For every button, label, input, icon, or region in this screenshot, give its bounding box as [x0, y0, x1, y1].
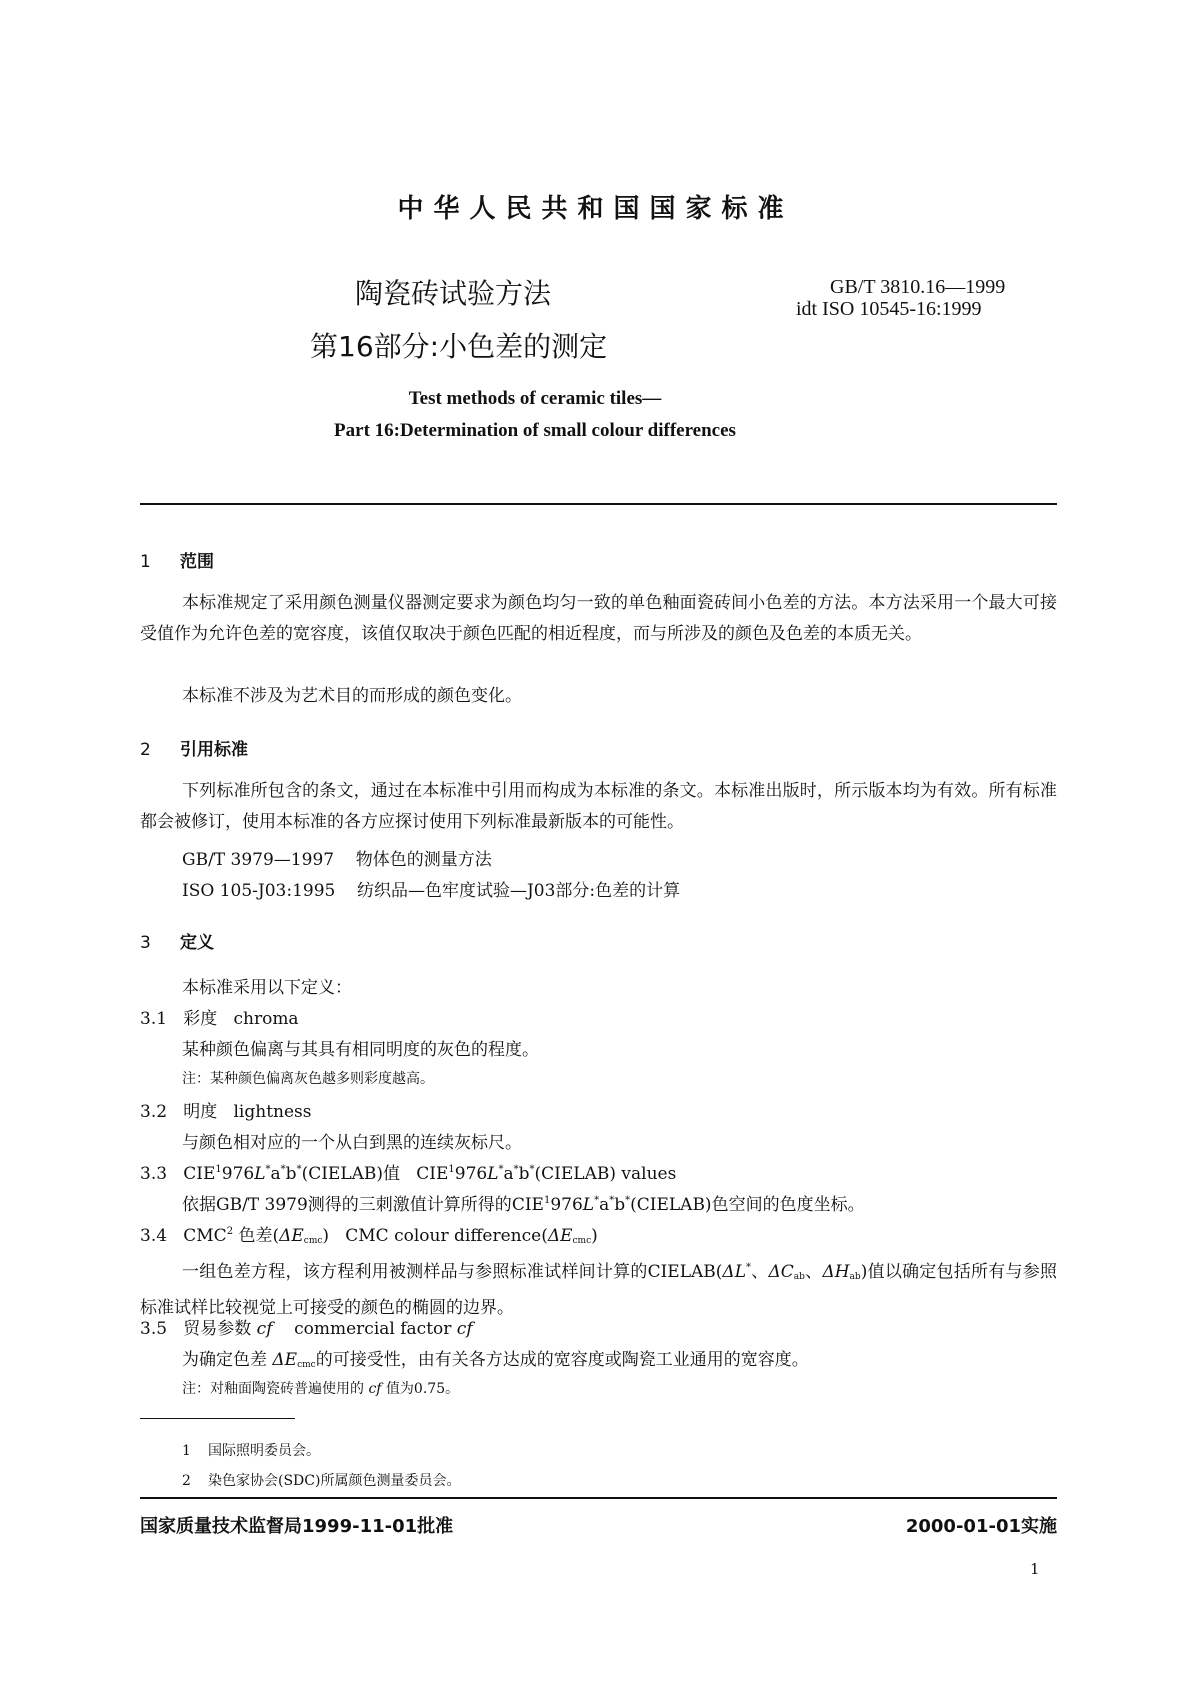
definitions-intro: 本标准采用以下定义： [182, 978, 352, 998]
definition-3-4-term: 3.4 CMC$^2$ 色差$(\Delta E_{cmc})$ CMC colour $difference(\Delta E_{cmc})$ [140, 1226, 598, 1246]
reference-title: 物体色的测量方法 [355, 850, 492, 870]
title-cn-line1: 陶瓷砖试验方法 [355, 277, 552, 310]
section-number: 3 [140, 933, 151, 953]
section-title: 范围 [180, 552, 214, 572]
definition-3-5-term: 3.5 贸易参数 cf commercial factor cf [140, 1319, 473, 1339]
definition-number: 3.5 [140, 1319, 168, 1339]
approval-date: 国家质量技术监督局1999-11-01批准 [140, 1516, 454, 1537]
title-cn-line2: 第16部分:小色差的测定 [310, 330, 608, 363]
section-1-paragraph-1: 本标准规定了采用颜色测量仪器测定要求为颜色均匀一致的单色釉面瓷砖间小色差的方法。本方法采用一个最大可接受值作为允许色差的宽容度，该值仅取决于颜色匹配的相近程度，而与所涉及的颜色及色差的本质无关。 [140, 593, 1057, 644]
reference-2 [182, 876, 680, 901]
definition-3-2-text: 与颜色相对应的一个从白到黑的连续灰标尺。 [182, 1133, 522, 1153]
definition-3-4-text: 一组色差方程，该方程利用被测样品与参照标准试样间计算的CIELAB(ΔL*、$\Delta C_{ab}$、$\Delta H_{ab}$)值以确定包括所有与参照标准试样比较视觉上可接受的颜色的椭圆的边界。 [140, 1262, 1058, 1318]
section-title: 引用标准 [180, 740, 248, 760]
definition-3-1-term: 3.1 彩度 chroma [140, 1009, 299, 1029]
definition-3-5-text: 为确定色差 $\Delta E_{cmc}$的可接受性，由有关各方达成的宽容度或陶瓷工业通用的宽容度。 [182, 1350, 809, 1370]
definition-number: 3.3 [140, 1164, 168, 1184]
definition-3-1-text: 某种颜色偏离与其具有相同明度的灰色的程度。 [182, 1040, 539, 1060]
section-number: 1 [140, 552, 151, 572]
section-title: 定义 [180, 933, 214, 953]
footnote-2: 2 染色家协会(SDC)所属颜色测量委员会。 [182, 1473, 461, 1489]
definition-3-3-term: 3.3 CIE$^1$976L*a*b*(CIELAB)值 CIE$^1$976L*a*b*(CIELAB) values [140, 1164, 677, 1184]
footnote-1: 1 国际照明委员会。 [182, 1443, 320, 1459]
standard-code: GB/T 3810.16—1999 [830, 276, 1006, 298]
section-number: 2 [140, 740, 151, 760]
title-en-line1: Test methods of ceramic tiles— [408, 388, 662, 409]
footnote-divider [140, 1418, 295, 1419]
definition-3-2-term: 3.2 明度 lightness [140, 1102, 312, 1122]
reference-title: 纺织品—色牢度试验—J03部分:色差的计算 [356, 881, 681, 901]
title-en-line2: Part 16:Determination of small colour differences [334, 420, 736, 441]
section-1-heading [140, 547, 214, 572]
definition-number: 3.1 [140, 1009, 168, 1029]
national-standard-heading: 中华人民共和国国家标准 [397, 194, 794, 224]
definition-3-3-text: 依据GB/T 3979测得的三刺激值计算所得的CIE$^1$976L*a*b*(CIELAB)色空间的色度坐标。 [182, 1195, 865, 1215]
section-3-heading [140, 928, 214, 953]
page-number: 1 [1030, 1560, 1040, 1578]
definition-number: 3.2 [140, 1102, 168, 1122]
reference-1 [182, 845, 492, 870]
definition-number: 3.4 [140, 1226, 168, 1246]
effective-date: 2000-01-01实施 [905, 1516, 1057, 1537]
section-2-paragraph: 下列标准所包含的条文，通过在本标准中引用而构成为本标准的条文。本标准出版时，所示版本均为有效。所有标准都会被修订，使用本标准的各方应探讨使用下列标准最新版本的可能性。 [140, 781, 1057, 832]
section-2-heading [140, 735, 248, 760]
footer-divider [140, 1497, 1057, 1499]
section-1-paragraph-2: 本标准不涉及为艺术目的而形成的颜色变化。 [182, 686, 522, 706]
iso-equivalent-code: idt ISO 10545-16:1999 [796, 298, 982, 320]
reference-code: GB/T 3979—1997 [182, 850, 335, 870]
definition-3-1-note: 注：某种颜色偏离灰色越多则彩度越高。 [182, 1071, 434, 1087]
header-divider [140, 503, 1057, 505]
reference-code: ISO 105-J03:1995 [182, 881, 336, 901]
definition-3-5-note: 注：对釉面陶瓷砖普遍使用的 cf 值为0.75。 [182, 1381, 460, 1397]
